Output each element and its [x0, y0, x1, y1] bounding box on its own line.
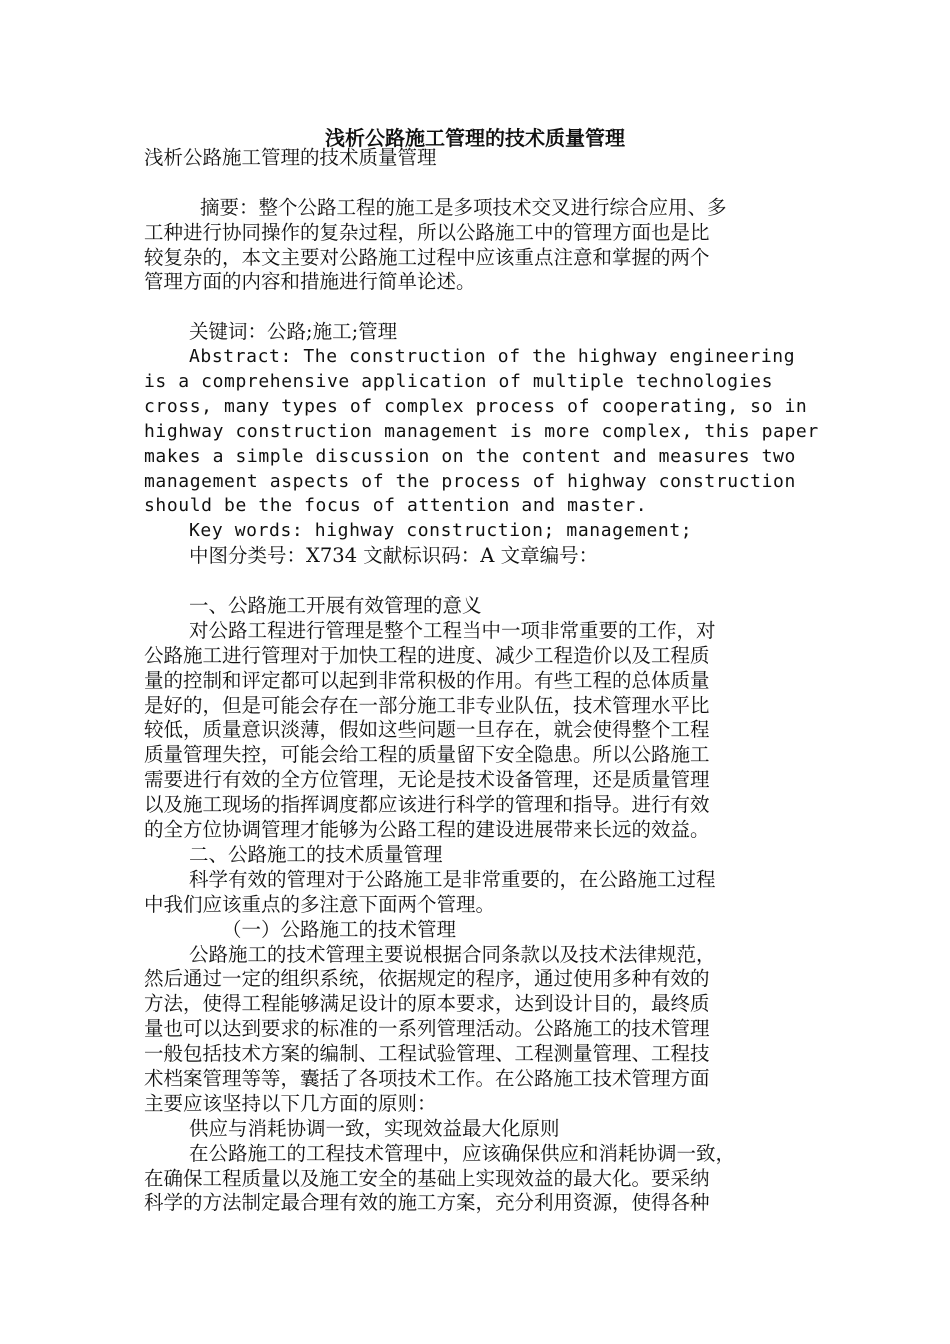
paragraph-line: 科学有效的管理对于公路施工是非常重要的，在公路施工过程 [189, 867, 716, 891]
paragraph-line: 是好的，但是可能会存在一部分施工非专业队伍，技术管理水平比 [144, 693, 710, 717]
paragraph-line: 量也可以达到要求的标准的一系列管理活动。公路施工的技术管理 [144, 1017, 710, 1041]
paragraph-line: 科学的方法制定最合理有效的施工方案，充分利用资源，使得各种 [144, 1191, 710, 1215]
abstract-cn-line: 工种进行协同操作的复杂过程，所以公路施工中的管理方面也是比 [144, 220, 710, 244]
paragraph-line: 质量管理失控，可能会给工程的质量留下安全隐患。所以公路施工 [144, 743, 710, 767]
document-title: 浅析公路施工管理的技术质量管理 [325, 126, 625, 150]
paragraph-line: 方法，使得工程能够满足设计的原本要求，达到设计目的，最终质 [144, 992, 710, 1016]
paragraph-line: 公路施工的技术管理主要说根据合同条款以及技术法律规范， [189, 942, 716, 966]
document-body [144, 146, 819, 1216]
paragraph-line: 需要进行有效的全方位管理，无论是技术设备管理，还是质量管理 [144, 768, 710, 792]
document-subtitle: 浅析公路施工管理的技术质量管理 [144, 146, 437, 169]
paragraph-line: 术档案管理等等，囊括了各项技术工作。在公路施工技术管理方面 [144, 1066, 710, 1090]
paragraph-line: 对公路工程进行管理是整个工程当中一项非常重要的工作，对 [189, 618, 716, 642]
paragraph-line: 较低，质量意识淡薄，假如这些问题一旦存在，就会使得整个工程 [144, 718, 710, 742]
classification-line: 中图分类号：X734 文献标识码：A 文章编号： [189, 544, 599, 568]
keywords-en: Key words: highway construction; management; [189, 520, 693, 542]
abstract-en-line: highway construction management is more complex, this paper [144, 420, 819, 442]
abstract-en-line: management aspects of the process of highway construction [144, 470, 796, 492]
paragraph-line: 然后通过一定的组织系统，依据规定的程序，通过使用多种有效的 [144, 967, 710, 991]
paragraph-line: 主要应该坚持以下几方面的原则： [144, 1091, 437, 1115]
abstract-en-line: should be the focus of attention and master. [144, 495, 648, 517]
abstract-en-line: Abstract: The construction of the highway engineering [189, 346, 796, 368]
abstract-cn-line: 较复杂的，本文主要对公路施工过程中应该重点注意和掌握的两个 [144, 245, 710, 269]
abstract-en-line: is a comprehensive application of multiple technologies [144, 371, 774, 393]
section-2 [144, 843, 804, 1216]
keywords-cn: 关键词：公路;施工;管理 [189, 320, 398, 344]
blank-line [144, 569, 804, 594]
abstract-en-line: makes a simple discussion on the content and measures two [144, 445, 796, 467]
blank-line [144, 171, 804, 196]
subsection-1-heading: （一）公路施工的技术管理 [222, 917, 457, 941]
paragraph-line: 公路施工进行管理对于加快工程的进度、减少工程造价以及工程质 [144, 643, 710, 667]
abstract-en [144, 345, 819, 544]
section-2-heading: 二、公路施工的技术质量管理 [189, 842, 443, 866]
blank-line [144, 295, 804, 320]
paragraph-line: 的全方位协调管理才能够为公路工程的建设进展带来长远的效益。 [144, 818, 710, 842]
section-1-heading: 一、公路施工开展有效管理的意义 [189, 594, 482, 618]
abstract-cn [144, 196, 804, 296]
section-1 [144, 594, 804, 843]
abstract-cn-line: 管理方面的内容和措施进行简单论述。 [144, 270, 476, 294]
paragraph-line: 中我们应该重点的多注意下面两个管理。 [144, 892, 496, 916]
paragraph-line: 一般包括技术方案的编制、工程试验管理、工程测量管理、工程技 [144, 1042, 710, 1066]
paragraph-line: 在公路施工的工程技术管理中，应该确保供应和消耗协调一致， [189, 1141, 736, 1165]
abstract-cn-line: 摘要：整个公路工程的施工是多项技术交叉进行综合应用、多 [200, 195, 727, 219]
paragraph-line: 以及施工现场的指挥调度都应该进行科学的管理和指导。进行有效 [144, 793, 710, 817]
paragraph-line: 在确保工程质量以及施工安全的基础上实现效益的最大化。要采纳 [144, 1166, 710, 1190]
abstract-en-line: cross, many types of complex process of cooperating, so in [144, 395, 808, 417]
paragraph-line: 量的控制和评定都可以起到非常积极的作用。有些工程的总体质量 [144, 668, 710, 692]
principle-1-heading: 供应与消耗协调一致，实现效益最大化原则 [189, 1116, 560, 1140]
